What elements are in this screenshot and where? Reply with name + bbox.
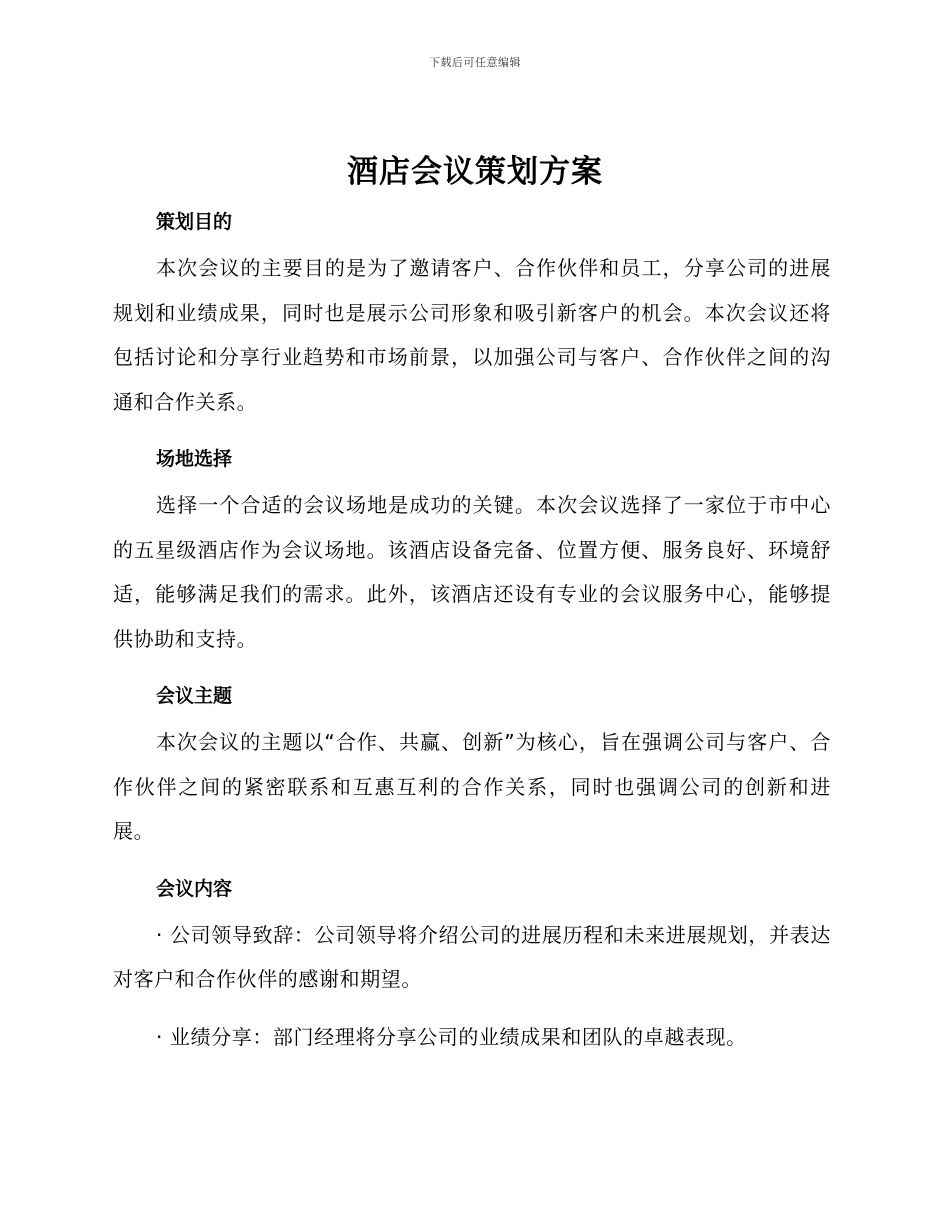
section-heading: 会议主题 xyxy=(156,685,233,707)
section-purpose xyxy=(113,200,831,424)
section-venue xyxy=(113,437,831,661)
document-title: 酒店会议策划方案 xyxy=(347,154,603,190)
section-paragraph: 本次会议的主题以“合作、共赢、创新”为核心，旨在强调公司与客户、合作伙伴之间的紧密联系和互惠互利的合作关系，同时也强调公司的创新和进展。 xyxy=(113,730,831,843)
section-heading: 场地选择 xyxy=(156,448,233,470)
header-note: 下载后可任意编辑 xyxy=(429,56,521,69)
section-paragraph: 选择一个合适的会议场地是成功的关键。本次会议选择了一家位于市中心的五星级酒店作为会议场地。该酒店设备完备、位置方便、服务良好、环境舒适，能够满足我们的需求。此外，该酒店还设有专业的会议服务中心，能够提供协助和支持。 xyxy=(113,493,831,651)
section-paragraph: 本次会议的主要目的是为了邀请客户、合作伙伴和员工，分享公司的进展规划和业绩成果，同时也是展示公司形象和吸引新客户的机会。本次会议还将包括讨论和分享行业趋势和市场前景，以加强公司与客户、合作伙伴之间的沟通和合作关系。 xyxy=(113,256,831,414)
section-heading: 会议内容 xyxy=(156,877,233,900)
bullet-item-leader-speech: · 公司领导致辞：公司领导将介绍公司的进展历程和未来进展规划，并表达对客户和合作伙伴的感谢和期望。 xyxy=(113,922,831,991)
section-content xyxy=(113,867,831,1060)
document-body xyxy=(113,200,831,1059)
section-heading: 策划目的 xyxy=(156,211,233,233)
section-theme xyxy=(113,674,831,854)
bullet-item-performance-sharing: · 业绩分享：部门经理将分享公司的业绩成果和团队的卓越表现。 xyxy=(156,1024,747,1049)
